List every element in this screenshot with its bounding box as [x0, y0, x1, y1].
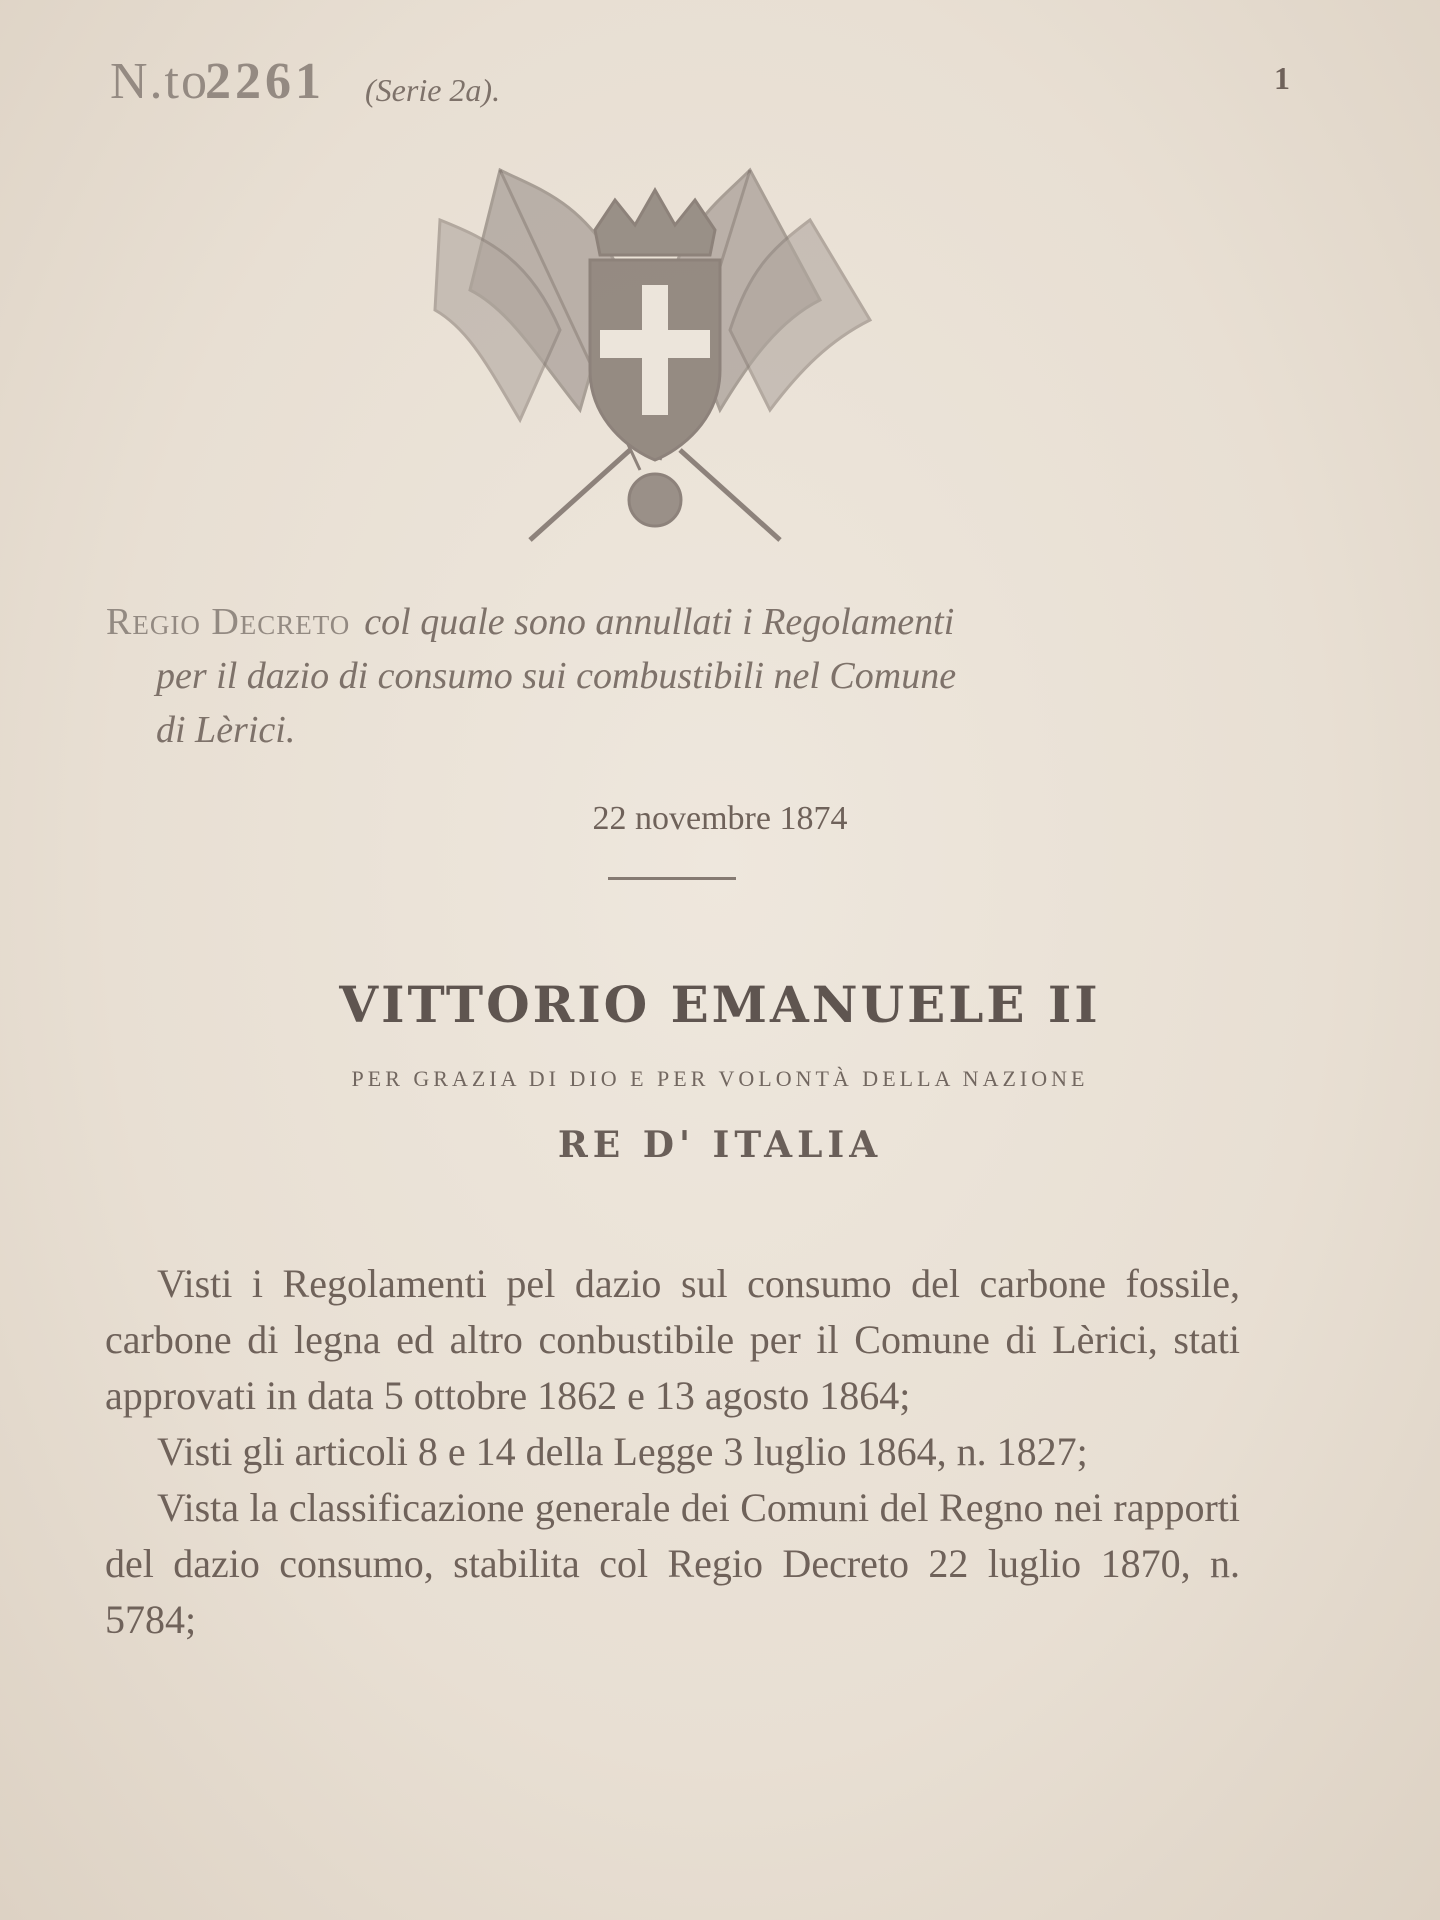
number-label: N.to: [110, 53, 209, 110]
serie-label: (Serie 2a).: [365, 72, 501, 108]
page-number: 1: [1274, 60, 1290, 96]
body-paragraph: Visti i Regolamenti pel dazio sul consumo del carbone fossile, carbone di legna ed altro conbustibile per il Comune di Lèrici, stati approvati in data 5 ottobre 1862 e 13 agosto 1864;: [105, 1261, 1240, 1418]
king-grace-formula: PER GRAZIA DI DIO E PER VOLONTÀ DELLA NAZIONE: [351, 1066, 1089, 1091]
savoy-coat-of-arms-icon: [430, 160, 900, 550]
decree-number: 2261: [205, 53, 325, 110]
king-name: VITTORIO EMANUELE II: [339, 975, 1101, 1034]
decree-date: 22 novembre 1874: [592, 800, 848, 837]
body-paragraph: Vista la classificazione generale dei Comuni del Regno nei rapporti del dazio consumo, stabilita col Regio Decreto 22 luglio 1870, n. 5784;: [105, 1485, 1240, 1642]
subject-lead: Regio Decreto: [106, 601, 351, 643]
divider: [608, 877, 736, 880]
subject-line-3: di Lèrici.: [156, 709, 296, 751]
decree-subject: [106, 595, 1246, 757]
document-header: [110, 52, 1290, 112]
decree-body: [105, 1256, 1240, 1648]
body-paragraph: Visti gli articoli 8 e 14 della Legge 3 luglio 1864, n. 1827;: [157, 1429, 1088, 1474]
king-title: RE D' ITALIA: [557, 1124, 883, 1166]
subject-line-2: per il dazio di consumo sui combustibili nel Comune: [156, 655, 957, 697]
subject-line-1: col quale sono annullati i Regolamenti: [364, 601, 955, 643]
